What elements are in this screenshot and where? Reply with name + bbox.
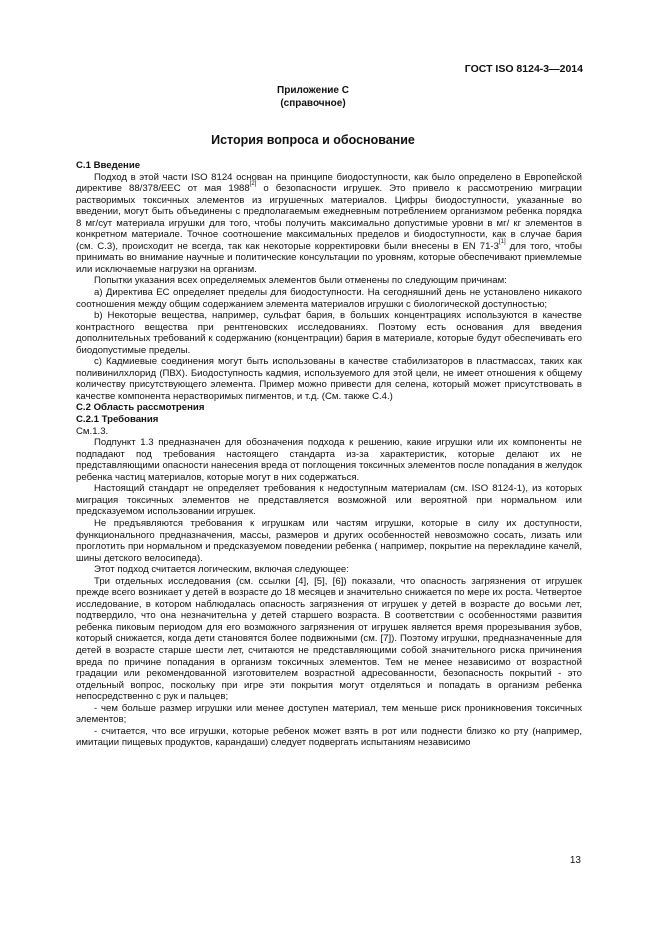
text-run: Подход в этой части ISO 8124 основан на принципе биодоступности, как было определено в Европейской директиве 88/378/ЕЕС от мая 1988	[76, 171, 582, 195]
annex-subtitle: (справочное)	[280, 98, 346, 109]
paragraph: Этот подход считается логическим, включая следующее:	[94, 564, 349, 576]
cross-reference: См.1.3.	[76, 425, 109, 437]
text-run: для того, чтобы принимать во внимание научные и политические консультации по уровням, которые обеспечивают приемлемые или исключаемые нагрузки на организм.	[76, 240, 583, 275]
section-heading-c2: С.2 Область рассмотрения	[76, 402, 205, 414]
paragraph: - считается, что все игрушки, которые ребенок может взять в рот или поднести близко ко рту (например, имитации пищевых продуктов, карандаши) следует подвергать испытаниям независимо	[76, 725, 582, 749]
list-item-c: с) Кадмиевые соединения могут быть использованы в качестве стабилизаторов в пластмассах, таких как поливинилхлорид (ПВХ). Биодоступность кадмия, используемого для этой цели, не имеет отношения к общему количеству присутствующего элемента. Пример можно привести для селена, который может присутствовать в качестве компонента нерастворимых пигментов, и т.д. (См. также С.4.)	[76, 356, 582, 402]
paragraph: Попытки указания всех определяемых элементов были отменены по следующим причинам:	[94, 275, 507, 287]
annex-heading	[0, 84, 626, 110]
reference-superscript: [1]	[498, 238, 506, 245]
paragraph: Настоящий стандарт не определяет требования к недоступным материалам (см. ISO 8124-1), из которых миграция токсичных элементов не представляется возможной или вероятной при нормальном или предсказуемом использовании игрушек.	[76, 483, 582, 518]
text-run: о безопасности игрушек. Это привело к рассмотрению миграции растворимых токсичных элементов из игрушечных материалов. Цифры биодоступности, указанные во введении, могут быть объединены с предполагаемым ежедневным потреблением организмом ребенка порядка 8 мг/сут материала игрушки для того, чтобы получить максимально допустимые уровни в мг/ кг элементов в конкретном материале. Точное соотношение максимальных пределов и биодоступности, как в случае бария (см. С.3), происходит не всегда, так как некоторые корректировки были внесены в EN 71-3	[76, 183, 582, 252]
paragraph	[76, 172, 582, 276]
standard-code: ГОСТ ISO 8124-3—2014	[464, 63, 583, 75]
paragraph: Подпункт 1.3 предназначен для обозначения подхода к решению, какие игрушки или их компоненты не подпадают под требования настоящего стандарта из-за характеристик, которые делают их не представляющими опасности нанесения вреда от поглощения токсичных элементов после попадания в желудок ребенка частиц материалов, которые могут в них содержаться.	[76, 437, 582, 483]
document-body	[76, 160, 582, 749]
subsection-heading-c21: С.2.1 Требования	[76, 414, 159, 426]
page-number: 13	[569, 855, 581, 866]
annex-title: Приложение С	[277, 85, 349, 96]
page-title: История вопроса и обоснование	[211, 133, 415, 147]
paragraph: - чем больше размер игрушки или менее доступен материал, тем меньше риск проникновения токсичных элементов;	[76, 702, 582, 726]
paragraph: Три отдельных исследования (см. ссылки [4], [5], [6]) показали, что опасность загрязнения от игрушек прежде всего возникает у детей в возрасте до 18 месяцев и значительно снижается по мере их роста. Четвертое исследование, в котором наблюдалась опасность загрязнения от игрушек у детей в возрасте до восьми лет, подтвердило, что она незначительна у детей старшего возраста. В соответствии с особенностями развития ребенка пиковым периодом для его возможного загрязнения от игрушек является время прорезывания зубов, который снижается, когда дети становятся более подвижными (см. [7]). Поэтому игрушки, предназначенные для детей в возрасте старше шести лет, считаются не представляющими собой значительного риска причинения вреда по причине попадания в организм токсичных элементов. Тем не менее независимо от возрастной градации или рекомендованной изготовителем возрастной адресованности, безопасность покрытий - это отдельный вопрос, поскольку при игре эти покрытия могут отделяться и попадать в организм ребенка непосредственно с рук и пальцев;	[76, 575, 582, 703]
section-heading-c1: С.1 Введение	[76, 160, 141, 171]
paragraph: Не предъявляются требования к игрушкам или частям игрушки, которые в силу их доступности, функционального предназначения, массы, размеров и других особенностей невозможно сосать, лизать или проглотить при нормальном и предсказуемом поведении ребенка ( например, покрытие на перекладине качелй, шины детского велосипеда).	[76, 517, 582, 564]
reference-superscript: [2]	[249, 181, 257, 188]
list-item-b: b) Некоторые вещества, например, сульфат бария, в больших концентрациях используются в качестве контрастного вещества при рентгеновских исследованиях. Поэтому есть основания для введения дополнительных требований к содержанию (концентрации) бария в материале, которые будут обеспечивать его биодопустимые пределы.	[76, 310, 582, 356]
list-item-a: а) Директива ЕС определяет пределы для биодоступности. На сегодняшний день не установлено никакого соотношения между общим содержанием элемента материалов игрушки с биологической доступностью;	[76, 287, 582, 310]
